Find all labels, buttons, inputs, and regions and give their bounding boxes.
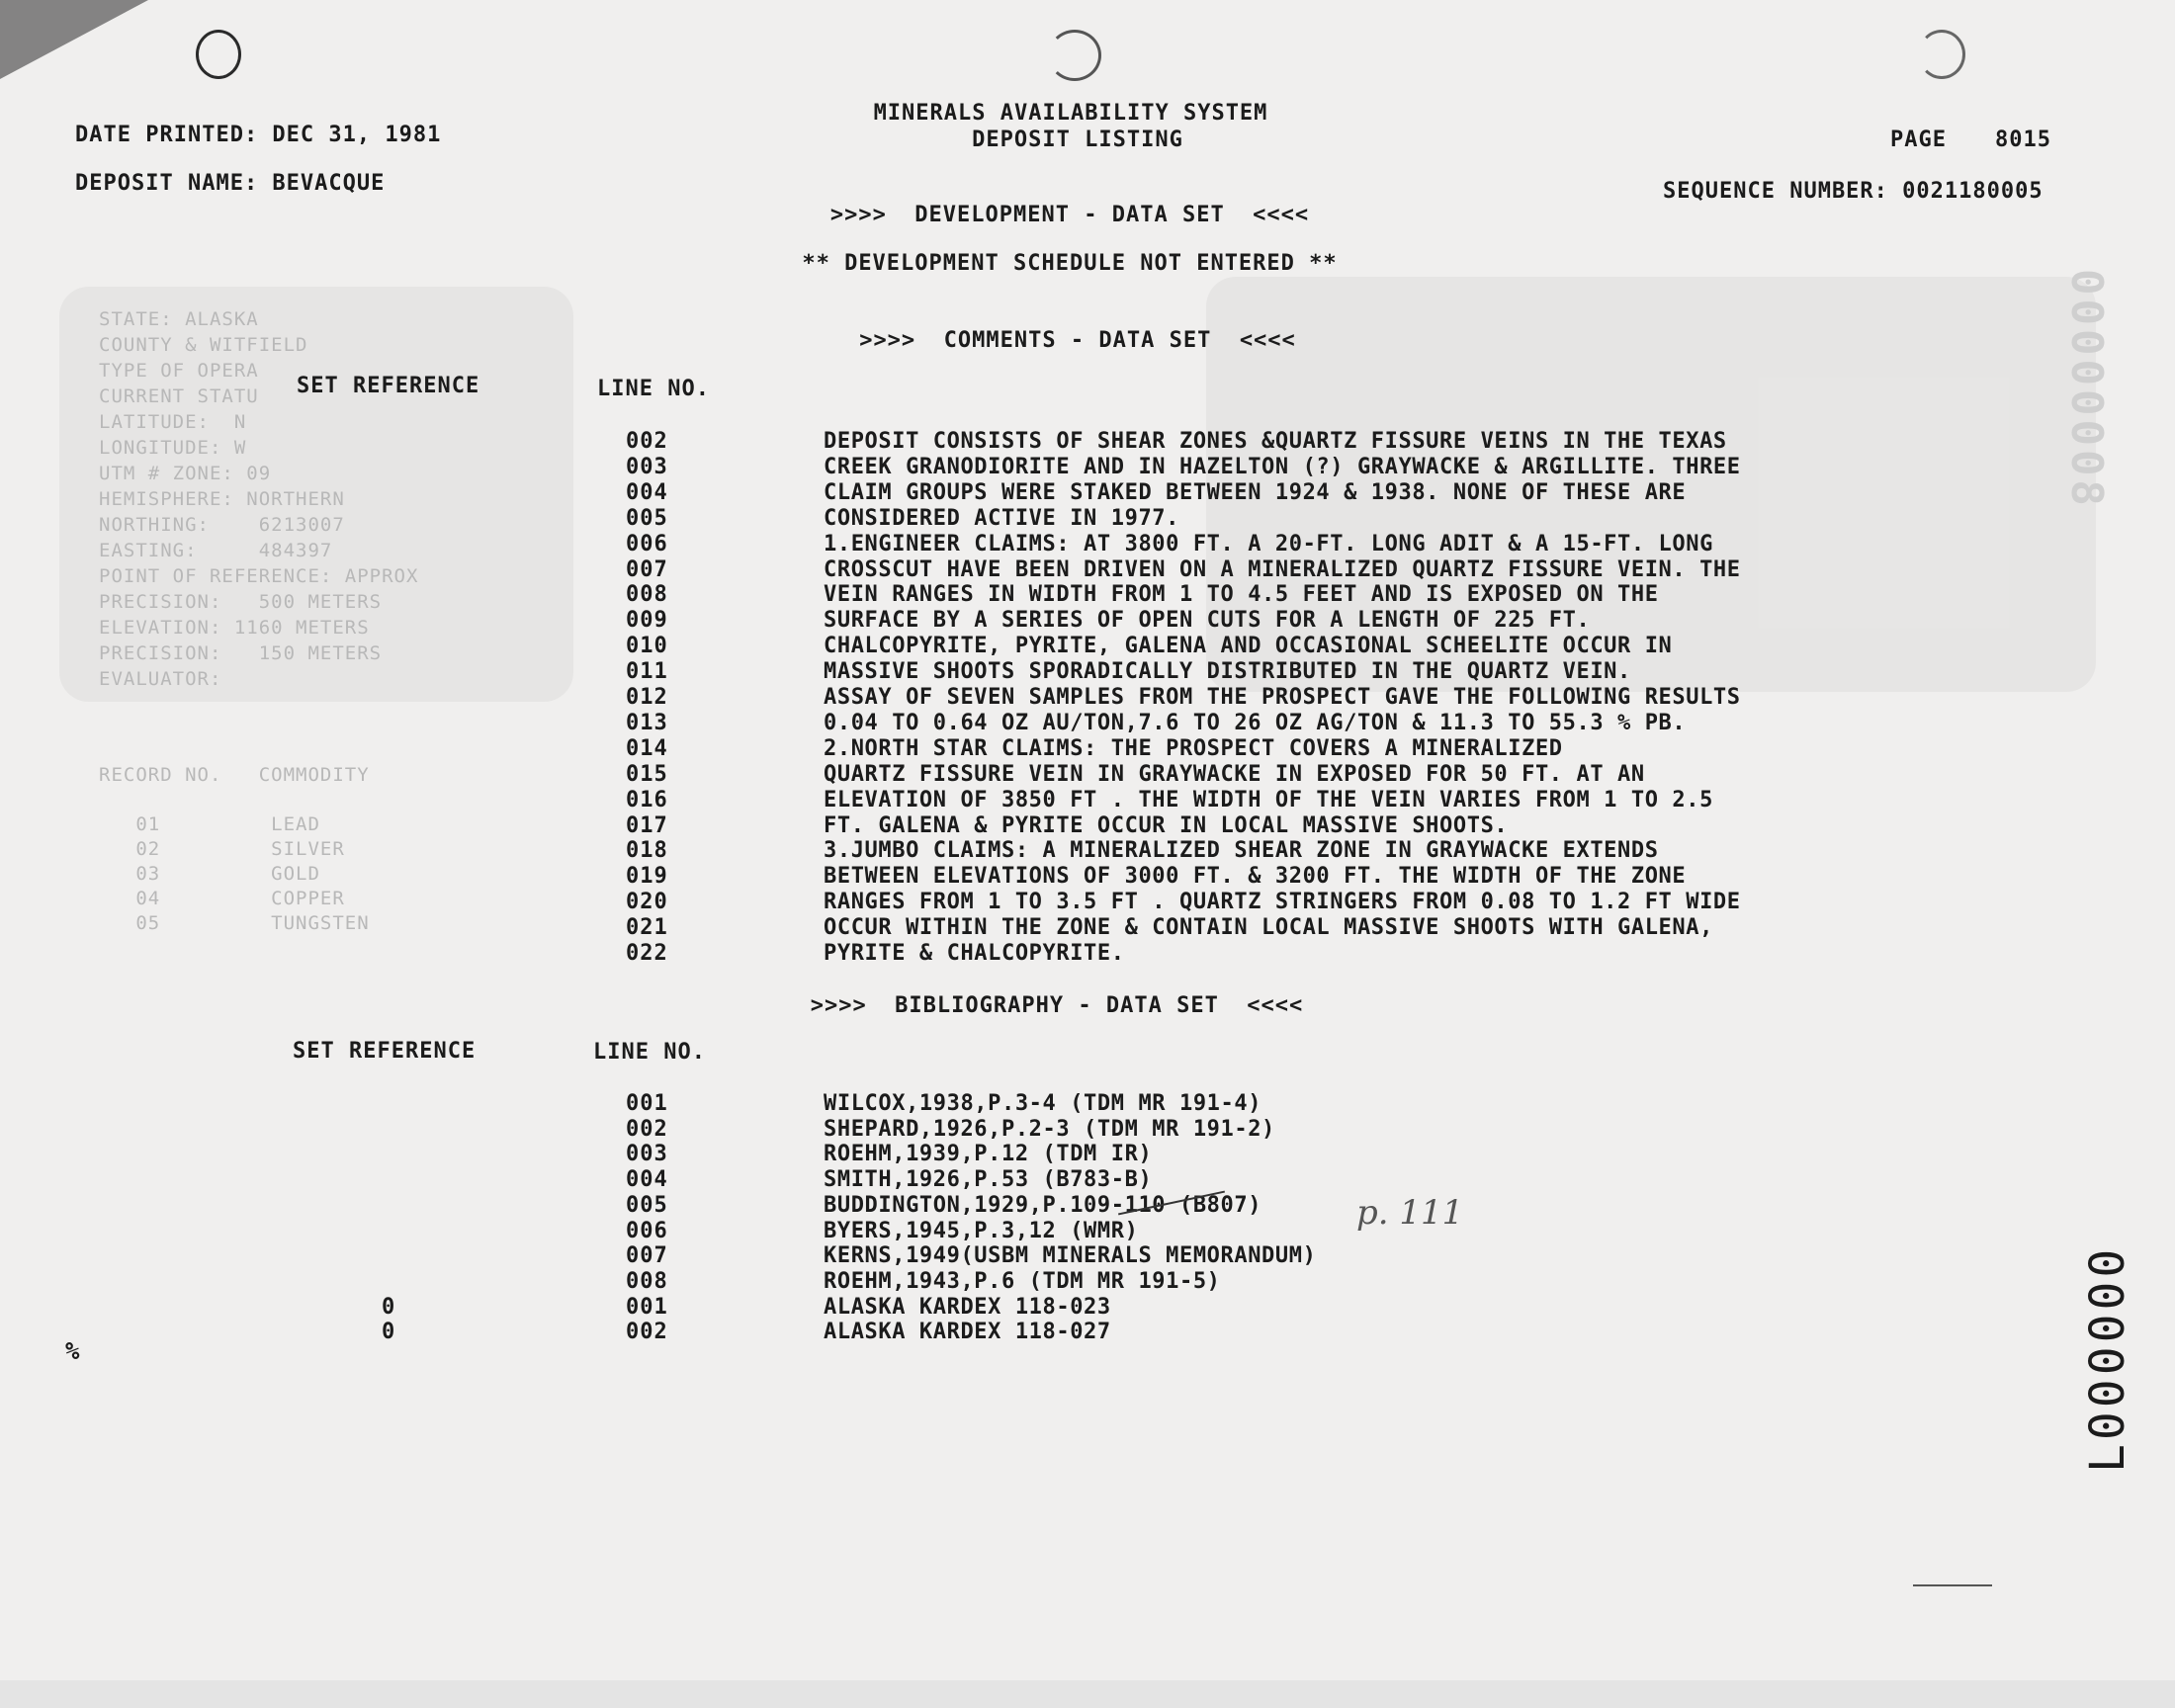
bibliography-text: BUDDINGTON,1929,P.109-110 (B807) — [824, 1193, 1262, 1218]
comment-text: FT. GALENA & PYRITE OCCUR IN LOCAL MASSIVE SHOOTS. — [824, 813, 1509, 838]
comment-row — [0, 455, 2175, 480]
bibliography-heading: >>>> BIBLIOGRAPHY - DATA SET <<<< — [810, 993, 1304, 1018]
comment-line-number: 018 — [626, 838, 668, 863]
comment-line-number: 002 — [626, 429, 668, 454]
sequence-number: SEQUENCE NUMBER: 0021180005 — [1663, 179, 2044, 204]
comment-text: MASSIVE SHOOTS SPORADICALLY DISTRIBUTED IN THE QUARTZ VEIN. — [824, 659, 1631, 684]
comment-text: PYRITE & CHALCOPYRITE. — [824, 941, 1125, 966]
bibliography-line-number: 001 — [626, 1295, 668, 1320]
faint-side-stamp: 00000008 — [2061, 269, 2112, 510]
bibliography-row — [0, 1167, 2175, 1193]
page-label: PAGE — [1890, 128, 1947, 152]
bleed-through-text-table: RECORD NO. COMMODITY 01 LEAD 02 SILVER 03 GOLD 04 COPPER 05 TUNGSTEN — [99, 764, 370, 934]
development-heading: >>>> DEVELOPMENT - DATA SET <<<< — [829, 203, 1310, 227]
comment-row — [0, 736, 2175, 762]
comment-row — [0, 941, 2175, 967]
comment-line-number: 011 — [626, 659, 668, 684]
bibliography-line-number: 001 — [626, 1091, 668, 1116]
bibliography-row — [0, 1142, 2175, 1167]
punch-hole-center — [1048, 30, 1101, 81]
comment-row — [0, 711, 2175, 736]
bibliography-line-number: 003 — [626, 1142, 668, 1166]
comment-line-number: 012 — [626, 685, 668, 710]
bibliography-text: SHEPARD,1926,P.2-3 (TDM MR 191-2) — [824, 1117, 1275, 1142]
bibliography-text: ALASKA KARDEX 118-023 — [824, 1295, 1111, 1320]
system-title: MINERALS AVAILABILITY SYSTEM — [873, 101, 1268, 126]
comment-text: OCCUR WITHIN THE ZONE & CONTAIN LOCAL MASSIVE SHOOTS WITH GALENA, — [824, 915, 1713, 940]
comment-line-number: 008 — [626, 582, 668, 607]
comment-row — [0, 634, 2175, 659]
comments-col-set-reference: SET REFERENCE — [297, 374, 480, 398]
bibliography-col-set-reference: SET REFERENCE — [293, 1039, 477, 1064]
comment-row — [0, 429, 2175, 455]
bibliography-line-number: 002 — [626, 1117, 668, 1142]
comment-line-number: 004 — [626, 480, 668, 505]
comment-text: 3.JUMBO CLAIMS: A MINERALIZED SHEAR ZONE IN GRAYWACKE EXTENDS — [824, 838, 1659, 863]
handwritten-note: p. 111 — [1356, 1193, 1464, 1233]
comment-line-number: 020 — [626, 890, 668, 914]
comment-line-number: 005 — [626, 506, 668, 531]
corner-smudge — [0, 0, 148, 79]
comment-text: 1.ENGINEER CLAIMS: AT 3800 FT. A 20-FT. LONG ADIT & A 15-FT. LONG — [824, 532, 1713, 556]
bibliography-line-number: 007 — [626, 1243, 668, 1268]
comment-text: BETWEEN ELEVATIONS OF 3000 FT. & 3200 FT. THE WIDTH OF THE ZONE — [824, 864, 1687, 889]
bibliography-text: ROEHM,1939,P.12 (TDM IR) — [824, 1142, 1153, 1166]
comment-row — [0, 890, 2175, 915]
comment-text: RANGES FROM 1 TO 3.5 FT . QUARTZ STRINGERS FROM 0.08 TO 1.2 FT WIDE — [824, 890, 1741, 914]
bibliography-text: SMITH,1926,P.53 (B783-B) — [824, 1167, 1153, 1192]
comment-line-number: 009 — [626, 608, 668, 633]
comments-heading: >>>> COMMENTS - DATA SET <<<< — [859, 328, 1296, 353]
comment-row — [0, 480, 2175, 506]
comment-text: VEIN RANGES IN WIDTH FROM 1 TO 4.5 FEET AND IS EXPOSED ON THE — [824, 582, 1659, 607]
comment-text: CROSSCUT HAVE BEEN DRIVEN ON A MINERALIZED QUARTZ FISSURE VEIN. THE — [824, 557, 1741, 582]
bibliography-text: ROEHM,1943,P.6 (TDM MR 191-5) — [824, 1269, 1221, 1294]
listing-title: DEPOSIT LISTING — [972, 128, 1183, 152]
comment-text: CREEK GRANODIORITE AND IN HAZELTON (?) GRAYWACKE & ARGILLITE. THREE — [824, 455, 1741, 479]
bibliography-text: ALASKA KARDEX 118-027 — [824, 1320, 1111, 1344]
comment-line-number: 022 — [626, 941, 668, 966]
bibliography-row — [0, 1243, 2175, 1269]
comment-line-number: 007 — [626, 557, 668, 582]
comment-text: CLAIM GROUPS WERE STAKED BETWEEN 1924 & 1938. NONE OF THESE ARE — [824, 480, 1687, 505]
punch-hole-left — [196, 30, 241, 79]
bibliography-text: BYERS,1945,P.3,12 (WMR) — [824, 1219, 1139, 1243]
comment-text: 0.04 TO 0.64 OZ AU/TON,7.6 TO 26 OZ AG/TON & 11.3 TO 55.3 % PB. — [824, 711, 1687, 735]
comment-line-number: 015 — [626, 762, 668, 787]
bibliography-row — [0, 1091, 2175, 1117]
comment-row — [0, 838, 2175, 864]
comment-text: CONSIDERED ACTIVE IN 1977. — [824, 506, 1179, 531]
percent-mark: % — [65, 1337, 81, 1365]
comment-row — [0, 762, 2175, 788]
bibliography-row — [0, 1320, 2175, 1345]
bibliography-row — [0, 1193, 2175, 1219]
comment-row — [0, 532, 2175, 557]
comment-text: DEPOSIT CONSISTS OF SHEAR ZONES &QUARTZ FISSURE VEINS IN THE TEXAS — [824, 429, 1727, 454]
punch-hole-right — [1918, 30, 1965, 79]
bibliography-text: KERNS,1949(USBM MINERALS MEMORANDUM) — [824, 1243, 1317, 1268]
bibliography-line-number: 008 — [626, 1269, 668, 1294]
side-stamp: L000000 — [2080, 1244, 2135, 1473]
deposit-name: DEPOSIT NAME: BEVACQUE — [75, 171, 386, 196]
bibliography-row — [0, 1295, 2175, 1321]
bibliography-line-number: 002 — [626, 1320, 668, 1344]
date-printed: DATE PRINTED: DEC 31, 1981 — [75, 123, 442, 147]
bibliography-row — [0, 1219, 2175, 1244]
bibliography-set-reference: 0 — [382, 1295, 395, 1320]
bibliography-line-number: 006 — [626, 1219, 668, 1243]
comment-row — [0, 506, 2175, 532]
comment-text: QUARTZ FISSURE VEIN IN GRAYWACKE IN EXPOSED FOR 50 FT. AT AN — [824, 762, 1645, 787]
bleed-through-text-left: STATE: ALASKA COUNTY & WITFIELD TYPE OF OPERA CURRENT STATU LATITUDE: N LONGITUDE: W UTM # ZONE: 09 HEMISPHERE: NORTHERN NORTHING: 6213007 EASTING: 484397 POINT OF REFERENCE: APPROX PRECISION: 500 METERS ELEVATION: 1160 METERS PRECISION: 150 METERS EVALUATOR: — [99, 308, 419, 690]
comment-row — [0, 608, 2175, 634]
comment-text: 2.NORTH STAR CLAIMS: THE PROSPECT COVERS A MINERALIZED — [824, 736, 1563, 761]
comment-line-number: 019 — [626, 864, 668, 889]
comments-col-line-no: LINE NO. — [597, 377, 710, 401]
scan-line-mark — [1913, 1584, 1992, 1586]
comment-line-number: 006 — [626, 532, 668, 556]
comment-text: CHALCOPYRITE, PYRITE, GALENA AND OCCASIONAL SCHEELITE OCCUR IN — [824, 634, 1673, 658]
bibliography-row — [0, 1117, 2175, 1143]
comment-text: ASSAY OF SEVEN SAMPLES FROM THE PROSPECT GAVE THE FOLLOWING RESULTS — [824, 685, 1741, 710]
comment-text: ELEVATION OF 3850 FT . THE WIDTH OF THE VEIN VARIES FROM 1 TO 2.5 — [824, 788, 1713, 812]
bibliography-col-line-no: LINE NO. — [593, 1040, 706, 1065]
bibliography-row — [0, 1269, 2175, 1295]
comment-row — [0, 685, 2175, 711]
scan-bottom-strip — [0, 1680, 2175, 1708]
comment-row — [0, 864, 2175, 890]
comment-row — [0, 813, 2175, 839]
page-number: 8015 — [1995, 128, 2051, 152]
comment-line-number: 013 — [626, 711, 668, 735]
comment-line-number: 003 — [626, 455, 668, 479]
comment-line-number: 010 — [626, 634, 668, 658]
bibliography-line-number: 005 — [626, 1193, 668, 1218]
comment-text: SURFACE BY A SERIES OF OPEN CUTS FOR A LENGTH OF 225 FT. — [824, 608, 1591, 633]
bibliography-set-reference: 0 — [382, 1320, 395, 1344]
bibliography-line-number: 004 — [626, 1167, 668, 1192]
development-note: ** DEVELOPMENT SCHEDULE NOT ENTERED ** — [802, 251, 1338, 276]
bibliography-text: WILCOX,1938,P.3-4 (TDM MR 191-4) — [824, 1091, 1262, 1116]
comment-line-number: 021 — [626, 915, 668, 940]
comment-row — [0, 915, 2175, 941]
comment-row — [0, 557, 2175, 583]
comment-row — [0, 788, 2175, 813]
comment-line-number: 017 — [626, 813, 668, 838]
comment-row — [0, 659, 2175, 685]
comment-line-number: 014 — [626, 736, 668, 761]
comment-row — [0, 582, 2175, 608]
comment-line-number: 016 — [626, 788, 668, 812]
